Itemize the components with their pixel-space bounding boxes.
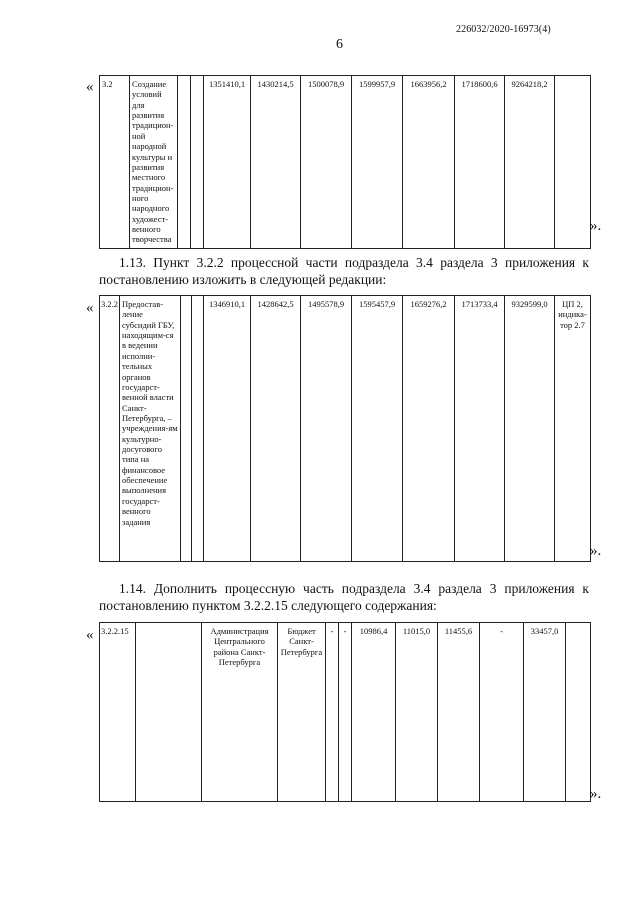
close-quote-1: ». [590,218,602,234]
table-3-2-2-15 [99,622,591,802]
row-code: 3.2 [100,76,130,249]
value-total: 9329599,0 [505,296,555,562]
table-row [100,76,591,249]
value-cell: - [480,623,524,802]
dash-cell: - [326,623,339,802]
value-cell: 1351410,1 [204,76,251,249]
executor-cell: Администрация Центрального района Санкт-Петербурга [202,623,278,802]
paragraph-1-13: 1.13. Пункт 3.2.2 процессной части подраздела 3.4 раздела 3 приложения к постановлению изложить в следующей редакции: [99,255,589,287]
row-name: Предостав-ление субсидий ГБУ, находящим-ся в ведении исполни-тельных органов государст-венной власти Санкт-Петербурга, – учреждения-ям культурно-досугового типа на финансовое обеспечение выполнения государст-венного задания [120,296,181,562]
table-3-2-2 [99,295,591,562]
value-cell: 11455,6 [438,623,480,802]
value-cell: 1718600,6 [455,76,505,249]
row-code: 3.2.2 [100,296,120,562]
value-cell: 1346910,1 [204,296,251,562]
value-cell: 10986,4 [352,623,396,802]
value-cell: 1428642,5 [251,296,301,562]
open-quote-3: « [86,627,94,643]
paragraph-1-14: 1.14. Дополнить процессную часть подраздела 3.4 раздела 3 приложения к постановлению пунктом 3.2.2.15 следующего содержания: [99,581,589,613]
dash-cell: - [339,623,352,802]
value-cell: 1599957,9 [352,76,403,249]
page-number: 6 [336,37,343,52]
row-name: Создание условий для развития традицион-ной народной культуры и развития местного традицион-ного народного художест-венного творчества [130,76,178,249]
close-quote-3: ». [590,786,602,802]
value-cell: 1595457,9 [352,296,403,562]
row-code: 3.2.2.15 [100,623,136,802]
source-cell: Бюджет Санкт-Петербурга [278,623,326,802]
value-cell: 1663956,2 [403,76,455,249]
indicator-cell: ЦП 2, индика-тор 2.7 [555,296,591,562]
value-cell: 1430214,5 [251,76,301,249]
value-cell: 11015,0 [396,623,438,802]
value-total: 33457,0 [524,623,566,802]
document-id: 226032/2020-16973(4) [456,24,551,35]
table-3-2 [99,75,591,249]
open-quote-1: « [86,79,94,95]
table-row [100,623,591,802]
value-cell: 1713733,4 [455,296,505,562]
value-cell: 1659276,2 [403,296,455,562]
value-cell: 1500078,9 [301,76,352,249]
value-total: 9264218,2 [505,76,555,249]
value-cell: 1495578,9 [301,296,352,562]
close-quote-2: ». [590,543,602,559]
table-row [100,296,591,562]
open-quote-2: « [86,300,94,316]
